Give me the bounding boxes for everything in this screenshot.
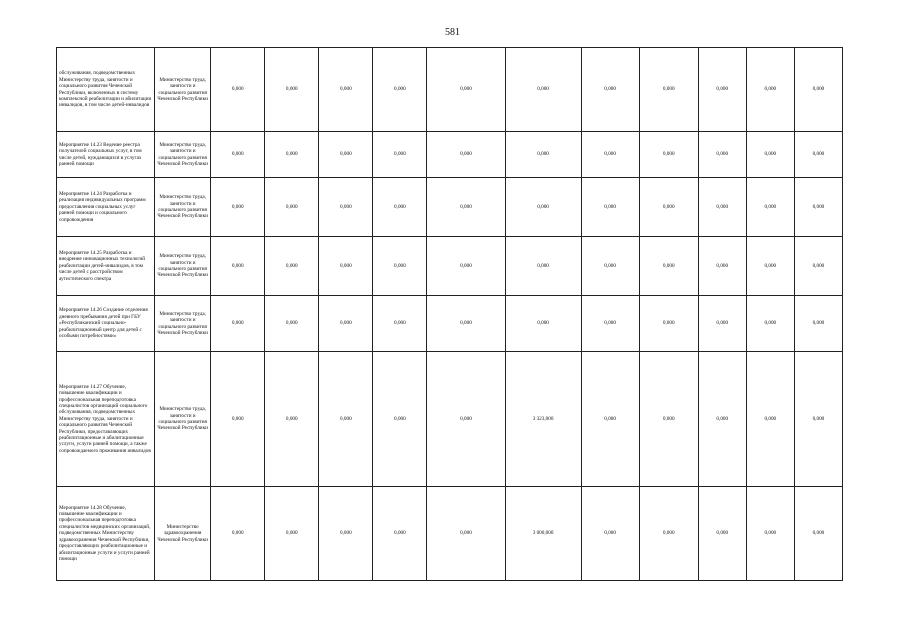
- amount-cell: 0,000: [639, 296, 698, 352]
- amount-cell: 0,000: [265, 296, 319, 352]
- amount-cell: 0,000: [211, 178, 265, 237]
- amount-cell: 0,000: [373, 132, 427, 178]
- amount-cell: 0,000: [746, 178, 794, 237]
- amount-cell: 0,000: [319, 48, 373, 132]
- executor-cell: Министерство труда, занятости и социального развития Чеченской Республики: [155, 352, 211, 487]
- amount-cell: 0,000: [373, 352, 427, 487]
- amount-cell: 0,000: [505, 48, 581, 132]
- amount-cell: 0,000: [427, 352, 505, 487]
- amount-cell: 0,000: [794, 48, 842, 132]
- executor-cell: Министерство здравоохранения Чеченской Республики: [155, 487, 211, 581]
- amount-cell: 0,000: [211, 487, 265, 581]
- amount-cell: 0,000: [794, 296, 842, 352]
- amount-cell: 0,000: [794, 237, 842, 296]
- amount-cell: 0,000: [265, 132, 319, 178]
- amount-cell: 0,000: [373, 487, 427, 581]
- amount-cell: 0,000: [211, 237, 265, 296]
- activity-name-cell: Мероприятие 14.27 Обучение, повышение квалификации и профессиональная переподготовка специалистов организаций социального обслуживания, подведомственных Министерству труда, занятости и социального развития Чеченской Республики, предоставляющих реабилитационные и абилитационные услуги, услуги ранней помощи, а также сопровождаемого проживания инвалидов: [57, 352, 155, 487]
- amount-cell: 0,000: [794, 132, 842, 178]
- amount-cell: 0,000: [639, 487, 698, 581]
- table-row: [57, 352, 843, 487]
- executor-cell: Министерство труда, занятости и социального развития Чеченской Республики: [155, 178, 211, 237]
- amount-cell: 0,000: [373, 237, 427, 296]
- amount-cell: 0,000: [427, 132, 505, 178]
- amount-cell: 0,000: [211, 132, 265, 178]
- amount-cell: 0,000: [746, 132, 794, 178]
- amount-cell: 0,000: [265, 178, 319, 237]
- activity-name-cell: обслуживания, подведомственных Министерству труда, занятости и социального развития Чеченской Республики, включенных в систему комплексной реабилитации и абилитации инвалидов, в том числе детей-инвалидов: [57, 48, 155, 132]
- activity-name-cell: Мероприятие 14.26 Создание отделения дневного пребывания детей при ГБУ «Республиканский социально-реабилитационный центр для детей с особыми потребностями»: [57, 296, 155, 352]
- table-row: [57, 132, 843, 178]
- amount-cell: 0,000: [639, 48, 698, 132]
- amount-cell: 0,000: [639, 132, 698, 178]
- amount-cell: 0,000: [698, 178, 746, 237]
- amount-cell: 0,000: [427, 487, 505, 581]
- amount-cell: 0,000: [698, 48, 746, 132]
- amount-cell: 0,000: [427, 237, 505, 296]
- amount-cell: 0,000: [794, 178, 842, 237]
- amount-cell: 0,000: [581, 487, 639, 581]
- activity-name-cell: Мероприятие 14.23 Ведение реестра получателей социальных услуг, в том числе детей, нуждающихся в услугах ранней помощи: [57, 132, 155, 178]
- activity-name-cell: Мероприятие 14.24 Разработка и реализация индивидуальных программ предоставления социальных услуг ранней помощи и социального сопровождения: [57, 178, 155, 237]
- amount-cell: 0,000: [373, 178, 427, 237]
- amount-cell: 0,000: [319, 487, 373, 581]
- program-table: [56, 47, 843, 581]
- amount-cell: 0,000: [581, 296, 639, 352]
- amount-cell: 0,000: [319, 237, 373, 296]
- amount-cell: 0,000: [319, 352, 373, 487]
- amount-cell: 0,000: [265, 352, 319, 487]
- amount-cell: 0,000: [581, 237, 639, 296]
- amount-cell: 0,000: [373, 48, 427, 132]
- amount-cell: 0,000: [505, 178, 581, 237]
- amount-cell: 3 000,000: [505, 487, 581, 581]
- amount-cell: 0,000: [746, 296, 794, 352]
- executor-cell: Министерство труда, занятости и социального развития Чеченской Республики: [155, 296, 211, 352]
- table-row: [57, 237, 843, 296]
- table-row: [57, 487, 843, 581]
- amount-cell: 0,000: [639, 352, 698, 487]
- amount-cell: 0,000: [373, 296, 427, 352]
- amount-cell: 0,000: [639, 237, 698, 296]
- amount-cell: 0,000: [581, 178, 639, 237]
- amount-cell: 0,000: [319, 178, 373, 237]
- amount-cell: 0,000: [211, 352, 265, 487]
- amount-cell: 0,000: [265, 237, 319, 296]
- amount-cell: 0,000: [427, 178, 505, 237]
- amount-cell: 0,000: [698, 237, 746, 296]
- amount-cell: 0,000: [746, 352, 794, 487]
- amount-cell: 0,000: [211, 296, 265, 352]
- executor-cell: Министерство труда, занятости и социального развития Чеченской Республики: [155, 237, 211, 296]
- page-number: 581: [445, 27, 460, 38]
- amount-cell: 0,000: [581, 48, 639, 132]
- amount-cell: 0,000: [698, 132, 746, 178]
- amount-cell: 0,000: [698, 296, 746, 352]
- executor-cell: Министерство труда, занятости и социального развития Чеченской Республики: [155, 48, 211, 132]
- amount-cell: 0,000: [794, 487, 842, 581]
- activity-name-cell: Мероприятие 14.25 Разработка и внедрение инновационных технологий реабилитации детей-инвалидов, в том числе детей с расстройством аутистического спектра: [57, 237, 155, 296]
- amount-cell: 0,000: [265, 487, 319, 581]
- amount-cell: 0,000: [698, 487, 746, 581]
- table-row: [57, 296, 843, 352]
- amount-cell: 0,000: [505, 237, 581, 296]
- amount-cell: 3 323,000: [505, 352, 581, 487]
- table-row: [57, 178, 843, 237]
- amount-cell: 0,000: [746, 487, 794, 581]
- amount-cell: 0,000: [265, 48, 319, 132]
- amount-cell: 0,000: [427, 296, 505, 352]
- amount-cell: 0,000: [746, 48, 794, 132]
- activity-name-cell: Мероприятие 14.28 Обучение, повышение квалификации и профессиональная переподготовка специалистов медицинских организаций, подведомственных Министерству здравоохранения Чеченской Республики, предоставляющих реабилитационные и абилитационные услуги и услуги ранней помощи: [57, 487, 155, 581]
- amount-cell: 0,000: [794, 352, 842, 487]
- amount-cell: 0,000: [319, 296, 373, 352]
- amount-cell: 0,000: [581, 132, 639, 178]
- amount-cell: 0,000: [505, 296, 581, 352]
- amount-cell: 0,000: [505, 132, 581, 178]
- amount-cell: 0,000: [319, 132, 373, 178]
- amount-cell: 0,000: [746, 237, 794, 296]
- amount-cell: 0,000: [581, 352, 639, 487]
- amount-cell: 0,000: [211, 48, 265, 132]
- amount-cell: 0,000: [427, 48, 505, 132]
- amount-cell: 0,000: [639, 178, 698, 237]
- amount-cell: 0,000: [698, 352, 746, 487]
- table-row: [57, 48, 843, 132]
- executor-cell: Министерство труда, занятости и социального развития Чеченской Республики: [155, 132, 211, 178]
